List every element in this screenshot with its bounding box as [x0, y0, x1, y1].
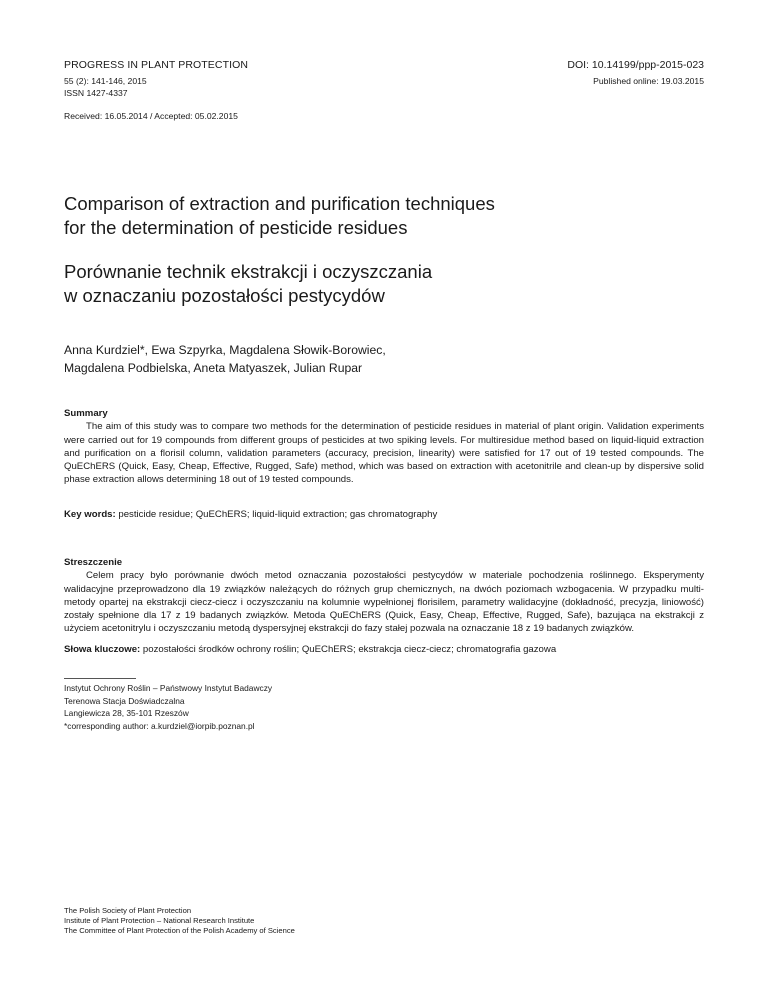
title-polish-line1: Porównanie technik ekstrakcji i oczyszczania [64, 261, 433, 282]
footnote-divider [64, 678, 136, 679]
title-english-line1: Comparison of extraction and purification techniques [64, 193, 495, 214]
summary-section [64, 407, 704, 487]
title-english [64, 192, 704, 240]
streszczenie-section [64, 556, 704, 636]
journal-issue: 55 (2): 141-146, 2015 [64, 76, 147, 86]
footer-line1: The Polish Society of Plant Protection [64, 906, 192, 915]
corresponding-author: *corresponding author: a.kurdziel@iorpib.poznan.pl [64, 720, 255, 731]
keywords-label: Key words: [64, 509, 116, 520]
slowa-kluczowe [64, 643, 704, 656]
footer-line2: Institute of Plant Protection – National Research Institute [64, 916, 255, 925]
authors-line1: Anna Kurdziel*, Ewa Szpyrka, Magdalena Słowik-Borowiec, [64, 343, 386, 357]
title-polish [64, 260, 704, 308]
slowa-kluczowe-label: Słowa kluczowe: [64, 644, 141, 655]
streszczenie-text: Celem pracy było porównanie dwóch metod oznaczania pozostałości pestycydów w materiale pochodzenia roślinnego. Eksperymenty walidacyjne przeprowadzono dla 19 związków należących do różnych grup chemicznych, na dwóch poziomach wzbogacenia. W przypadku multi-metody opartej na ekstrakcji ciecz-ciecz i oczyszczaniu na kolumnie wypełnionej florisilem, parametry walidacyjne (dokładność, precyzja, liniowość) zostały spełnione dla 17 z 19 badanych związków. Metoda QuEChERS (Quick, Easy, Cheap, Effective, Rugged, Safe), bazująca na ekstrakcji z użyciem acetonitrylu i oczyszczaniu metodą dyspersyjnej ekstrakcji do fazy stałej pozwala na oznaczanie 18 z 19 badanych związków. [64, 570, 704, 635]
published-date: Published online: 19.03.2015 [593, 76, 704, 86]
journal-name: PROGRESS IN PLANT PROTECTION [64, 59, 249, 71]
slowa-kluczowe-text: pozostałości środków ochrony roślin; QuEChERS; ekstrakcja ciecz-ciecz; chromatografia gazowa [140, 644, 557, 655]
doi: DOI: 10.14199/ppp-2015-023 [567, 59, 704, 71]
journal-header [64, 59, 248, 99]
title-polish-line2: w oznaczaniu pozostałości pestycydów [64, 285, 385, 306]
keywords-text: pesticide residue; QuEChERS; liquid-liquid extraction; gas chromatography [115, 509, 438, 520]
streszczenie-heading: Streszczenie [64, 557, 123, 568]
authors-line2: Magdalena Podbielska, Aneta Matyaszek, Julian Rupar [64, 361, 363, 375]
affiliation-line2: Terenowa Stacja Doświadczalna [64, 695, 185, 706]
doi-header [567, 59, 704, 88]
affiliation-line1: Instytut Ochrony Roślin – Państwowy Instytut Badawczy [64, 683, 273, 693]
keywords [64, 508, 704, 521]
received-accepted: Received: 16.05.2014 / Accepted: 05.02.2015 [64, 111, 238, 121]
title-english-line2: for the determination of pesticide residues [64, 217, 408, 238]
affiliation-line3: Langiewicza 28, 35-101 Rzeszów [64, 708, 189, 719]
footer-line3: The Committee of Plant Protection of the Polish Academy of Science [64, 926, 295, 935]
summary-text: The aim of this study was to compare two methods for the determination of pesticide residues in material of plant origin. Validation experiments were carried out for 19 compounds from different groups of pesticides at two spiking levels. For multiresidue method based on liquid-liquid extraction and purification on a florisil column, validation parameters (accuracy, precision, linearity) were satisfied for 17 out of 19 tested compounds. The QuEChERS (Quick, Easy, Cheap, Effective, Rugged, Safe) method, which was based on extraction with acetonitrile and clean-up by dispersive solid phase extraction allows determining 18 out of 19 tested compounds. [64, 421, 704, 486]
publisher-footer [64, 906, 295, 936]
summary-heading: Summary [64, 408, 108, 419]
authors [64, 341, 704, 377]
affiliation [64, 682, 272, 732]
journal-issn: ISSN 1427-4337 [64, 87, 128, 98]
